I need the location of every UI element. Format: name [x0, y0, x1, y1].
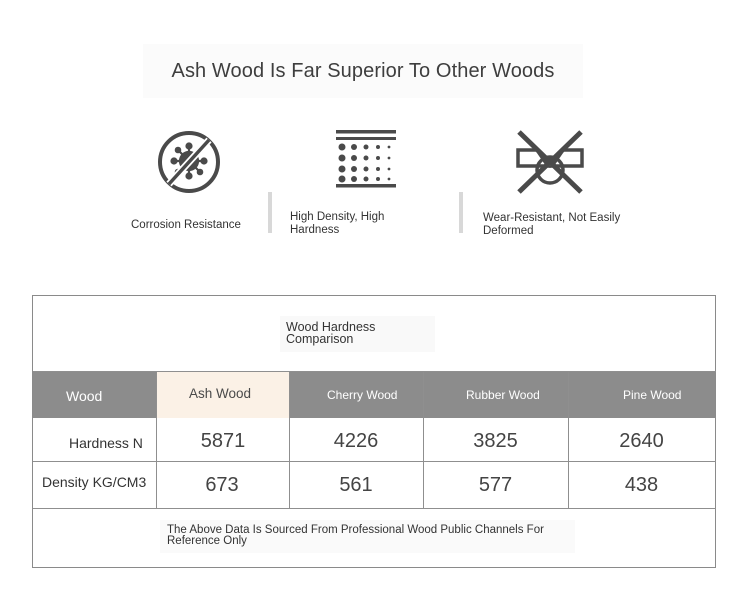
table-title: [286, 321, 375, 345]
no-wear-icon: [515, 130, 585, 194]
feature-label-density-line1: High Density, High: [290, 211, 385, 223]
header-wood: Wood: [66, 388, 103, 404]
feature-label-corrosion: Corrosion Resistance: [131, 219, 241, 231]
feature-label-wear: [483, 212, 620, 238]
cell-pine-density: 438: [624, 474, 659, 496]
divider: [459, 192, 463, 233]
cell-cherry-density: 561: [339, 474, 373, 496]
feature-label-wear-line2: Deformed: [483, 225, 534, 237]
feature-label-wear-line1: Wear-Resistant, Not Easily: [483, 212, 621, 224]
grid-line: [33, 371, 716, 372]
table-title-line2: Comparison: [286, 332, 354, 346]
dense-dots-icon: [336, 130, 396, 188]
header-ash-wood: Ash Wood: [189, 386, 252, 401]
no-virus-icon: [157, 130, 221, 194]
cell-ash-density: 673: [205, 474, 239, 496]
cell-rubber-density: 577: [478, 474, 513, 496]
divider: [268, 192, 272, 233]
title-banner: [143, 44, 583, 98]
row-label-hardness: Hardness N: [69, 435, 143, 451]
header-pine-wood: Pine Wood: [623, 388, 682, 402]
grid-line: [33, 508, 716, 509]
feature-label-density: [290, 211, 384, 237]
feature-label-density-line2: Hardness: [290, 224, 340, 236]
cell-rubber-hardness: 3825: [473, 430, 518, 452]
footer-note: [167, 525, 567, 547]
row-label-density: Density KG/CM3: [42, 474, 147, 490]
cell-ash-hardness: 5871: [200, 430, 246, 452]
header-rubber-wood: Rubber Wood: [466, 388, 540, 402]
footer-note-line1: The Above Data Is Sourced From Professional Wood Public Channels For: [167, 524, 544, 536]
grid-line: [33, 461, 716, 462]
page-title: Ash Wood Is Far Superior To Other Woods: [171, 59, 555, 82]
footer-note-line2: Reference Only: [167, 535, 247, 547]
header-cherry-wood: Cherry Wood: [327, 388, 398, 402]
cell-pine-hardness: 2640: [619, 430, 664, 452]
table-title-line1: Wood Hardness: [286, 320, 376, 334]
cell-cherry-hardness: 4226: [333, 430, 379, 452]
